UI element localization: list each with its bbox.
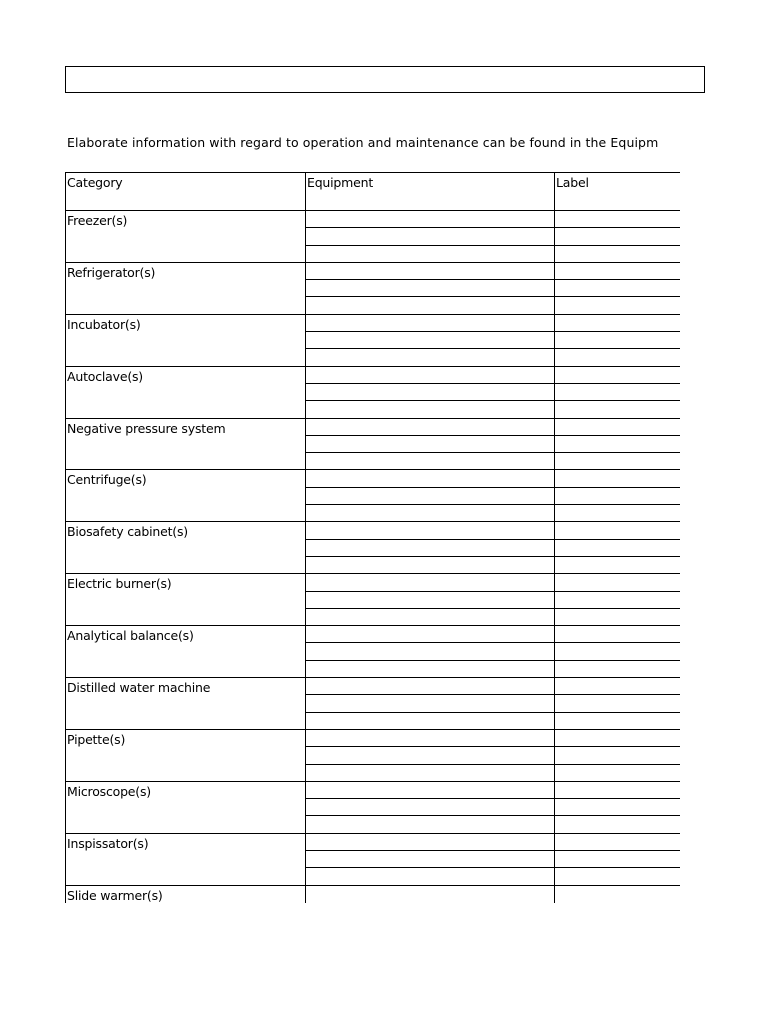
label-cell[interactable] [555, 401, 681, 418]
label-cell[interactable] [555, 522, 681, 539]
category-cell: Slide warmer(s) [66, 885, 306, 903]
label-cell[interactable] [555, 781, 681, 798]
category-cell: Inspissator(s) [66, 833, 306, 885]
equipment-cell[interactable] [306, 712, 555, 729]
equipment-cell[interactable] [306, 868, 555, 885]
label-cell[interactable] [555, 314, 681, 331]
category-cell: Centrifuge(s) [66, 470, 306, 522]
label-cell[interactable] [555, 383, 681, 400]
label-cell[interactable] [555, 487, 681, 504]
category-cell: Autoclave(s) [66, 366, 306, 418]
table-row [66, 522, 681, 539]
label-cell[interactable] [555, 660, 681, 677]
label-cell[interactable] [555, 729, 681, 746]
equipment-cell[interactable] [306, 211, 555, 228]
category-cell: Pipette(s) [66, 729, 306, 781]
equipment-cell[interactable] [306, 245, 555, 262]
equipment-cell[interactable] [306, 799, 555, 816]
equipment-cell[interactable] [306, 591, 555, 608]
equipment-cell[interactable] [306, 418, 555, 435]
label-cell[interactable] [555, 695, 681, 712]
equipment-cell[interactable] [306, 816, 555, 833]
equipment-cell[interactable] [306, 747, 555, 764]
table-row [66, 574, 681, 591]
category-cell: Distilled water machine [66, 678, 306, 730]
label-cell[interactable] [555, 868, 681, 885]
table-row [66, 418, 681, 435]
category-cell: Refrigerator(s) [66, 262, 306, 314]
label-cell[interactable] [555, 591, 681, 608]
category-cell: Freezer(s) [66, 211, 306, 263]
header-equipment: Equipment [306, 173, 555, 211]
label-cell[interactable] [555, 228, 681, 245]
header-label: Label [555, 173, 681, 211]
table-row [66, 885, 681, 903]
equipment-cell[interactable] [306, 228, 555, 245]
label-cell[interactable] [555, 850, 681, 867]
label-cell[interactable] [555, 574, 681, 591]
label-cell[interactable] [555, 418, 681, 435]
table-row [66, 729, 681, 746]
equipment-cell[interactable] [306, 332, 555, 349]
label-cell[interactable] [555, 799, 681, 816]
header-category: Category [66, 173, 306, 211]
label-cell[interactable] [555, 435, 681, 452]
table-row [66, 314, 681, 331]
table-row [66, 626, 681, 643]
equipment-cell[interactable] [306, 505, 555, 522]
label-cell[interactable] [555, 332, 681, 349]
equipment-cell[interactable] [306, 349, 555, 366]
equipment-cell[interactable] [306, 383, 555, 400]
table-row [66, 833, 681, 850]
label-cell[interactable] [555, 245, 681, 262]
equipment-cell[interactable] [306, 574, 555, 591]
table-body [66, 173, 681, 903]
equipment-cell[interactable] [306, 643, 555, 660]
equipment-cell[interactable] [306, 556, 555, 573]
equipment-cell[interactable] [306, 729, 555, 746]
category-cell: Electric burner(s) [66, 574, 306, 626]
table-row [66, 470, 681, 487]
equipment-cell[interactable] [306, 850, 555, 867]
label-cell[interactable] [555, 349, 681, 366]
table-row [66, 781, 681, 798]
category-cell: Analytical balance(s) [66, 626, 306, 678]
equipment-cell[interactable] [306, 539, 555, 556]
label-cell[interactable] [555, 885, 681, 903]
category-cell: Incubator(s) [66, 314, 306, 366]
label-cell[interactable] [555, 816, 681, 833]
equipment-cell[interactable] [306, 487, 555, 504]
equipment-cell[interactable] [306, 280, 555, 297]
label-cell[interactable] [555, 678, 681, 695]
equipment-cell[interactable] [306, 660, 555, 677]
category-cell: Negative pressure system [66, 418, 306, 470]
label-cell[interactable] [555, 453, 681, 470]
equipment-cell[interactable] [306, 470, 555, 487]
label-cell[interactable] [555, 747, 681, 764]
category-cell: Biosafety cabinet(s) [66, 522, 306, 574]
label-cell[interactable] [555, 297, 681, 314]
label-cell[interactable] [555, 280, 681, 297]
label-cell[interactable] [555, 556, 681, 573]
equipment-cell[interactable] [306, 833, 555, 850]
table-row [66, 211, 681, 228]
equipment-cell[interactable] [306, 626, 555, 643]
equipment-cell[interactable] [306, 885, 555, 903]
label-cell[interactable] [555, 470, 681, 487]
equipment-cell[interactable] [306, 314, 555, 331]
table-header-row [66, 173, 681, 211]
table-row [66, 262, 681, 279]
equipment-cell[interactable] [306, 608, 555, 625]
equipment-table [65, 172, 680, 903]
equipment-cell[interactable] [306, 764, 555, 781]
label-cell[interactable] [555, 505, 681, 522]
table-row [66, 678, 681, 695]
equipment-cell[interactable] [306, 297, 555, 314]
intro-text: Elaborate information with regard to operation and maintenance can be found in the Equipm [67, 135, 659, 150]
equipment-cell[interactable] [306, 695, 555, 712]
label-cell[interactable] [555, 366, 681, 383]
equipment-cell[interactable] [306, 366, 555, 383]
equipment-cell[interactable] [306, 401, 555, 418]
label-cell[interactable] [555, 539, 681, 556]
label-cell[interactable] [555, 833, 681, 850]
label-cell[interactable] [555, 262, 681, 279]
equipment-cell[interactable] [306, 781, 555, 798]
label-cell[interactable] [555, 764, 681, 781]
equipment-cell[interactable] [306, 262, 555, 279]
label-cell[interactable] [555, 211, 681, 228]
equipment-cell[interactable] [306, 435, 555, 452]
equipment-cell[interactable] [306, 453, 555, 470]
table-row [66, 366, 681, 383]
label-cell[interactable] [555, 712, 681, 729]
equipment-cell[interactable] [306, 678, 555, 695]
category-cell: Microscope(s) [66, 781, 306, 833]
label-cell[interactable] [555, 643, 681, 660]
equipment-cell[interactable] [306, 522, 555, 539]
label-cell[interactable] [555, 608, 681, 625]
label-cell[interactable] [555, 626, 681, 643]
